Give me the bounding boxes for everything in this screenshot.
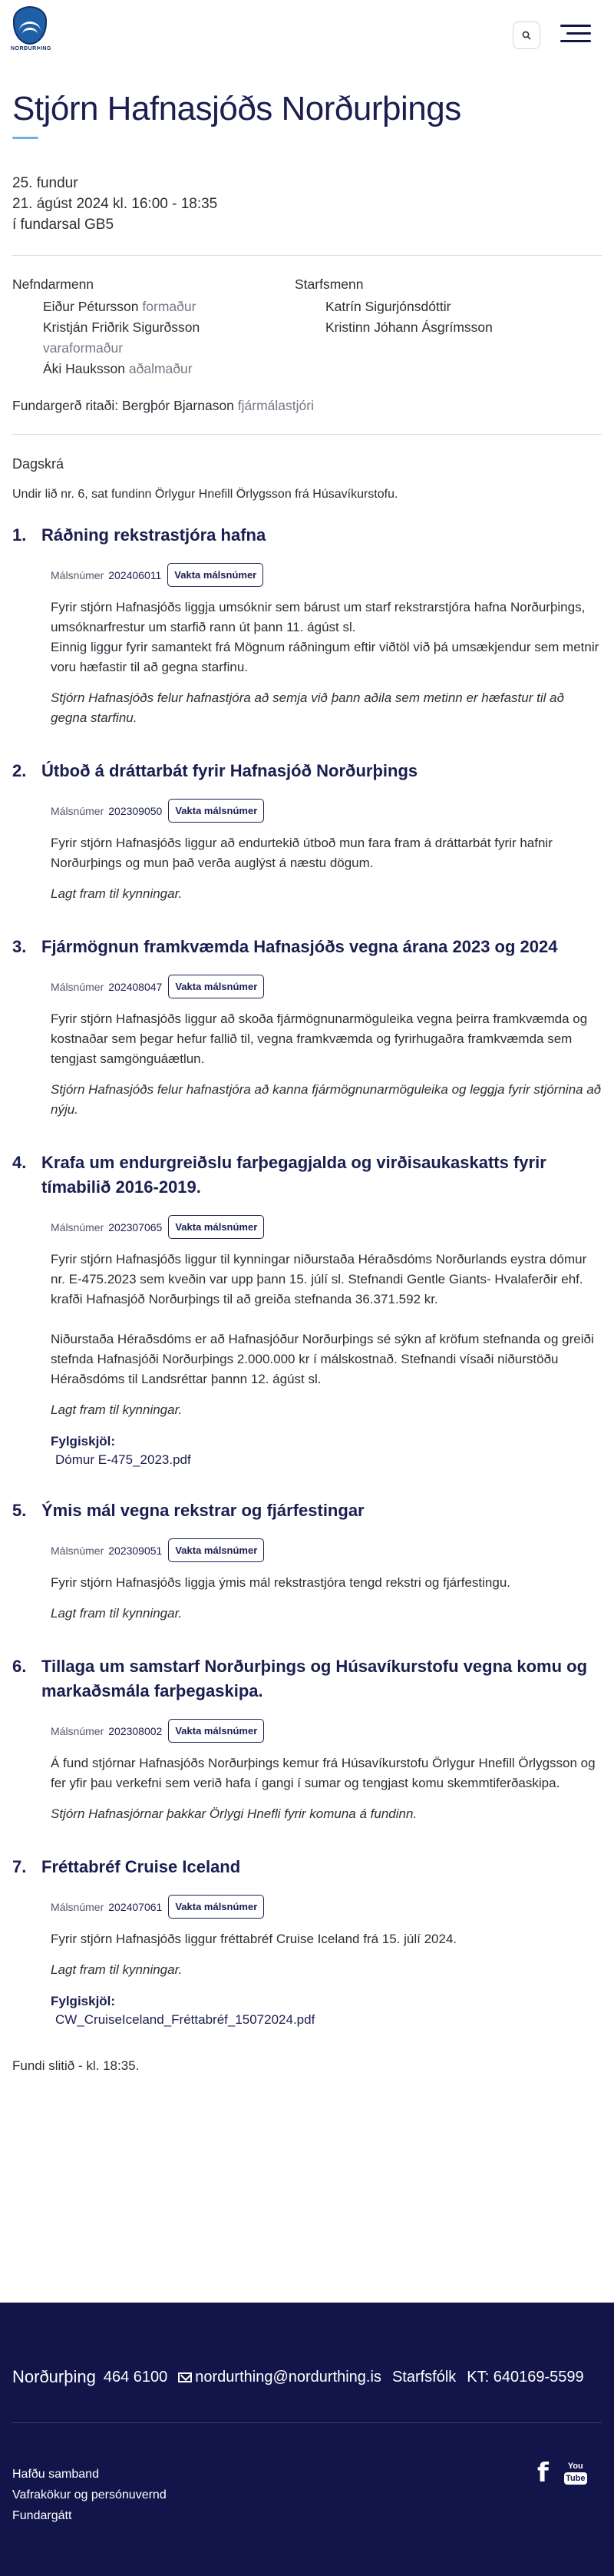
footer-phone[interactable]: 464 6100	[103, 2368, 168, 2386]
case-number-link[interactable]: 202307065	[108, 1220, 163, 1233]
item-number: 6.	[12, 1657, 27, 1676]
item-number: 2.	[12, 761, 27, 780]
youtube-icon[interactable]	[564, 2462, 587, 2485]
meeting-location: í fundarsal GB5	[12, 217, 114, 233]
item-number: 3.	[12, 937, 27, 956]
member-role: aðalmaður	[128, 361, 193, 376]
agenda-item	[12, 1855, 602, 2028]
search-icon	[522, 31, 531, 40]
site-header	[0, 0, 614, 75]
agenda-item	[12, 1498, 602, 1624]
item-text: Einnig liggur fyrir samantekt frá Mögnum ráðningum eftir viðtöl við þá umsækjendur sem metnir voru hæfastir til að gegna starfinu.	[51, 640, 599, 674]
agenda-note: Undir lið nr. 6, sat fundinn Örlygur Hnefill Örlygsson frá Húsavíkurstofu.	[12, 488, 398, 501]
item-title: Tillaga um samstarf Norðurþings og Húsavíkurstofu vegna komu og markaðsmála farþegaskipa.	[41, 1657, 588, 1700]
item-number: 7.	[12, 1857, 27, 1876]
item-paragraph: Fyrir stjórn Hafnasjóðs liggur að skoða fjármögnunarmöguleika vegna þeirra framkvæmda og kostnaðar sem þegar hefur fallið til, vegna framkvæmda og fyrirhugaðra framkvæmda sem tengjast samgönguáætlun.	[51, 1012, 588, 1066]
case-number-link[interactable]: 202408047	[108, 980, 163, 993]
watch-case-button[interactable]: Vakta málsnúmer	[168, 1895, 264, 1919]
case-label: Málsnúmer	[51, 804, 104, 817]
site-logo[interactable]	[11, 6, 49, 51]
logo-text: NORÐURÞING	[11, 46, 51, 51]
youtube-icon-top: You	[567, 2462, 583, 2471]
item-paragraph: Fyrir stjórn Hafnasjóðs liggur fréttabréf Cruise Iceland frá 15. júlí 2024.	[51, 1932, 457, 1946]
case-number-link[interactable]: 202308002	[108, 1724, 163, 1737]
staff-column	[295, 274, 577, 379]
item-title: Ráðning rekstrastjóra hafna	[41, 525, 266, 545]
title-underline	[12, 137, 38, 139]
agenda-item	[12, 935, 602, 1120]
case-label: Málsnúmer	[51, 1544, 104, 1557]
footer-link-privacy[interactable]: Vafrakökur og persónuvernd	[12, 2488, 167, 2502]
footer-kt: KT: 640169-5599	[467, 2368, 584, 2386]
item-number: 5.	[12, 1501, 27, 1520]
member-name: Áki Hauksson	[43, 361, 125, 376]
item-paragraph: Fyrir stjórn Hafnasjóðs liggja ýmis mál rekstrastjóra tengd rekstri og fjárfestingu.	[51, 1575, 510, 1590]
member-role: varaformaður	[43, 340, 124, 356]
watch-case-button[interactable]: Vakta málsnúmer	[167, 563, 263, 587]
staff-title: Starfsmenn	[295, 276, 364, 292]
facebook-icon[interactable]: f	[537, 2458, 549, 2488]
agenda-item	[12, 759, 602, 904]
footer-divider	[12, 2422, 602, 2423]
case-label: Málsnúmer	[51, 1724, 104, 1737]
member-name: Eiður Pétursson	[43, 299, 139, 314]
attachment-link[interactable]: Dómur E-475_2023.pdf	[55, 1452, 191, 1467]
item-decision: Lagt fram til kynningar.	[51, 886, 183, 901]
footer-links	[12, 2464, 167, 2526]
item-decision: Stjórn Hafnasjóðs felur hafnastjóra að semja við þann aðila sem metinn er hæfastur til að gegna starfinu.	[51, 690, 565, 725]
meeting-info	[12, 173, 602, 235]
case-number-link[interactable]: 202407061	[108, 1900, 163, 1913]
secretary-label: Fundargerð ritaði: Bergþór Bjarnason	[12, 398, 234, 413]
watch-case-button[interactable]: Vakta málsnúmer	[168, 975, 264, 998]
item-paragraph: Á fund stjórnar Hafnasjóðs Norðurþings kemur frá Húsavíkurstofu Örlygur Hnefill Örlygsson og fer yfir þau verkefni sem verið hafa í gangi í sumar og tengjast komu skemmtiferðaskipa.	[51, 1756, 596, 1790]
item-paragraph: Niðurstaða Héraðsdóms er að Hafnasjóður Norðurþings sé sýkn af kröfum stefnanda og greiði stefnda Hafnasjóði Norðurþings 2.000.000 kr í málskostnað. Stefnandi vísaði niðurstöðu Héraðsdóms til Landsréttar þannn 12. ágúst sl.	[51, 1332, 594, 1386]
page-title: Stjórn Hafnasjóðs Norðurþings	[12, 90, 461, 127]
divider	[12, 255, 602, 256]
agenda-title: Dagskrá	[12, 456, 64, 472]
attachments-label: Fylgiskjöl:	[51, 1994, 116, 2008]
item-number: 1.	[12, 525, 27, 545]
coat-of-arms-icon	[13, 6, 47, 45]
members-title: Nefndarmenn	[12, 276, 94, 292]
member-role: formaður	[142, 299, 196, 314]
youtube-icon-bottom: Tube	[564, 2472, 587, 2485]
item-title: Ýmis mál vegna rekstrar og fjárfestingar	[41, 1501, 365, 1520]
meeting-datetime: 21. ágúst 2024 kl. 16:00 - 18:35	[12, 196, 218, 212]
item-paragraph	[51, 598, 602, 677]
footer-link-meetings[interactable]: Fundargátt	[12, 2509, 72, 2522]
watch-case-button[interactable]: Vakta málsnúmer	[168, 1538, 264, 1562]
item-decision: Stjórn Hafnasjórnar þakkar Örlygi Hnefli fyrir komuna á fundinn.	[51, 1806, 418, 1821]
meeting-closing: Fundi slitið - kl. 18:35.	[12, 2058, 140, 2073]
member	[12, 317, 295, 359]
hamburger-line	[566, 32, 591, 35]
attachments-label: Fylgiskjöl:	[51, 1434, 116, 1449]
footer-jobs-link[interactable]: Starfsfólk	[391, 2368, 457, 2386]
staff-member: Katrín Sigurjónsdóttir	[325, 299, 451, 314]
agenda-item	[12, 1654, 602, 1824]
item-paragraph: Fyrir stjórn Hafnasjóðs liggur að endurtekið útboð mun fara fram á dráttarbát fyrir hafnir Norðurþings og mun það verða auglýst á næstu dögum.	[51, 836, 553, 870]
watch-case-button[interactable]: Vakta málsnúmer	[168, 1719, 264, 1743]
member	[12, 296, 295, 317]
item-title: Fjármögnun framkvæmda Hafnasjóðs vegna árana 2023 og 2024	[41, 937, 558, 956]
divider	[12, 434, 602, 435]
social-links	[537, 2458, 587, 2488]
item-text: Fyrir stjórn Hafnasjóðs liggja umsóknir sem bárust um starf rekstrarstjóra hafna Norðurþings, umsóknarfrestur um starfið rann út þann 11. ágúst sl.	[51, 600, 586, 634]
secretary	[12, 398, 602, 414]
attachment-link[interactable]: CW_CruiseIceland_Fréttabréf_15072024.pdf	[55, 2012, 315, 2027]
case-label: Málsnúmer	[51, 1900, 104, 1913]
item-decision: Stjórn Hafnasjóðs felur hafnastjóra að kanna fjármögnunarmöguleika og leggja fyrir stjórnina að nýju.	[51, 1082, 602, 1117]
item-title: Útboð á dráttarbát fyrir Hafnasjóð Norðurþings	[41, 761, 418, 780]
watch-case-button[interactable]: Vakta málsnúmer	[168, 1215, 264, 1239]
attendees	[12, 274, 602, 379]
case-number-link[interactable]: 202309051	[108, 1544, 163, 1557]
case-label: Málsnúmer	[51, 1220, 104, 1233]
footer-contact	[12, 2367, 584, 2387]
item-title: Fréttabréf Cruise Iceland	[41, 1857, 241, 1876]
member	[12, 359, 295, 379]
case-label: Málsnúmer	[51, 980, 104, 993]
main-content	[0, 89, 614, 2074]
item-number: 4.	[12, 1153, 27, 1172]
staff-member: Kristinn Jóhann Ásgrímsson	[325, 320, 493, 335]
site-footer	[0, 2303, 614, 2576]
item-decision: Lagt fram til kynningar.	[51, 1606, 183, 1621]
case-label: Málsnúmer	[51, 568, 104, 581]
agenda-item	[12, 523, 602, 728]
member-name: Kristján Friðrik Sigurðsson	[43, 320, 200, 335]
secretary-role: fjármálastjóri	[237, 398, 314, 413]
item-title: Krafa um endurgreiðslu farþegagjalda og virðisaukaskatts fyrir tímabilið 2016-2019.	[41, 1153, 546, 1197]
case-number-link[interactable]: 202309050	[108, 804, 163, 817]
item-decision: Lagt fram til kynningar.	[51, 1402, 183, 1417]
mail-icon	[178, 2372, 192, 2382]
members-column	[12, 274, 295, 379]
item-decision: Lagt fram til kynningar.	[51, 1962, 183, 1977]
meeting-number: 25. fundur	[12, 175, 78, 191]
item-paragraph: Fyrir stjórn Hafnasjóðs liggur til kynningar niðurstaða Héraðsdóms Norðurlands eystra dómur nr. E-475.2023 sem kveðin var upp þann 15. júlí sl. Stefnandi Gentle Giants- Hvalaferðir ehf. krafði Hafnasjóð Norðurþings til að greiða stefnanda 36.371.592 kr.	[51, 1252, 587, 1306]
hamburger-line	[560, 40, 591, 42]
case-number-link[interactable]: 202406011	[108, 568, 162, 581]
footer-email[interactable]: nordurthing@nordurthing.is	[195, 2368, 381, 2386]
agenda-item	[12, 1151, 602, 1468]
menu-button[interactable]	[560, 25, 591, 45]
footer-link-contact[interactable]: Hafðu samband	[12, 2468, 99, 2481]
search-button[interactable]	[513, 22, 540, 49]
watch-case-button[interactable]: Vakta málsnúmer	[168, 799, 264, 823]
hamburger-menu-icon	[560, 25, 591, 27]
footer-brand: Norðurþing	[12, 2367, 96, 2386]
